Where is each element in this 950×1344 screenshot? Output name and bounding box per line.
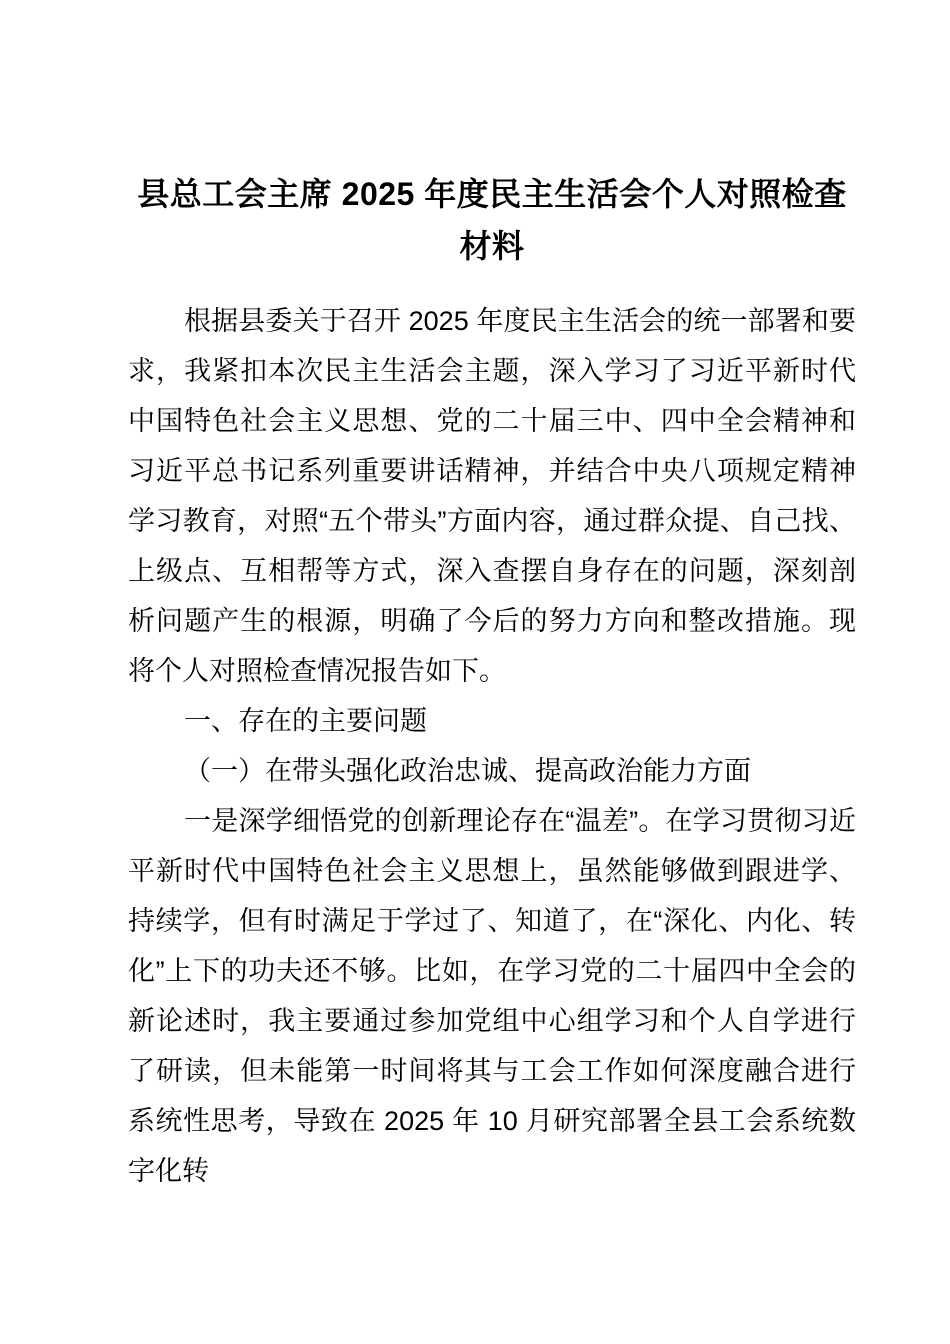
page-title: 县总工会主席 2025 年度民主生活会个人对照检查材料 bbox=[137, 176, 847, 264]
problem-point-1: 一是深学细悟党的创新理论存在“温差”。在学习贯彻习近平新时代中国特色社会主义思想上，虽然能够做到跟进学、持续学，但有时满足于学过了、知道了，在“深化、内化、转化”上下的功夫还不够。比如，在学习党的二十届四中全会的新论述时，我主要通过参加党组中心组学习和个人自学进行了研读，但未能第一时间将其与工会工作如何深度融合进行系统性思考，导致在 2025 年 10 月研究部署全县工会系统数字化转 bbox=[128, 806, 856, 1186]
section-heading-1: 一、存在的主要问题 bbox=[184, 706, 427, 736]
opening-paragraph: 根据县委关于召开 2025 年度民主生活会的统一部署和要求，我紧扣本次民主生活会主题，深入学习了习近平新时代中国特色社会主义思想、党的二十届三中、四中全会精神和习近平总书记系列重要讲话精神，并结合中央八项规定精神学习教育，对照“五个带头”方面内容，通过群众提、自己找、上级点、互相帮等方式，深入查摆自身存在的问题，深刻剖析问题产生的根源，明确了今后的努力方向和整改措施。现将个人对照检查情况报告如下。 bbox=[128, 306, 856, 686]
document-content bbox=[128, 168, 856, 1196]
subsection-heading-1-1: （一）在带头强化政治忠诚、提高政治能力方面 bbox=[184, 756, 751, 786]
